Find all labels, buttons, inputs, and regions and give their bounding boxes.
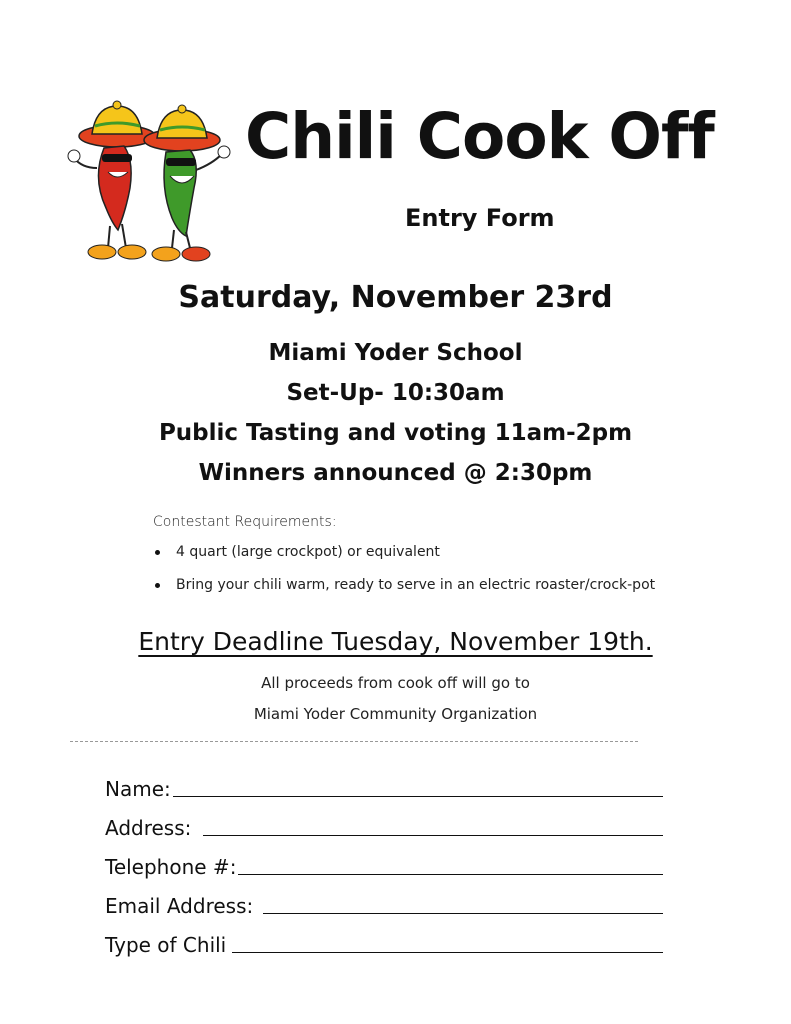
email-label: Email Address: (105, 894, 254, 918)
entry-deadline (0, 627, 791, 656)
green-pepper-sombrero (144, 105, 220, 151)
chili-peppers-mascot-image (62, 98, 240, 270)
bullet-icon (155, 550, 160, 555)
proceeds-note-line-1: All proceeds from cook off will go to (261, 674, 530, 692)
requirements-list (153, 544, 655, 610)
requirement-text: Bring your chili warm, ready to serve in an electric roaster/crock-pot (176, 577, 656, 593)
page-title: Chili Cook Off (245, 100, 714, 173)
green-pepper (152, 146, 230, 261)
event-tasting-time: Public Tasting and voting 11am-2pm (158, 420, 633, 446)
page-subtitle: Entry Form (405, 204, 555, 232)
proceeds-note-line-2: Miami Yoder Community Organization (253, 705, 538, 723)
name-blank-line[interactable] (173, 796, 663, 797)
email-blank-line[interactable] (263, 913, 663, 914)
requirement-text: 4 quart (large crockpot) or equivalent (176, 544, 440, 560)
telephone-field[interactable] (105, 846, 663, 878)
requirements-heading: Contestant Requirements: (153, 514, 337, 530)
requirement-item (153, 577, 655, 610)
address-label: Address: (105, 816, 192, 840)
name-field[interactable] (105, 768, 663, 800)
telephone-blank-line[interactable] (238, 874, 663, 875)
cut-line-divider (70, 741, 638, 742)
event-date: Saturday, November 23rd (178, 280, 613, 315)
address-blank-line[interactable] (203, 835, 663, 836)
address-field[interactable] (105, 807, 663, 839)
red-pepper (68, 146, 146, 259)
email-field[interactable] (105, 885, 663, 917)
chili-type-label: Type of Chili (105, 933, 227, 957)
chili-type-field[interactable] (105, 924, 663, 956)
bullet-icon (155, 583, 160, 588)
event-winners-time: Winners announced @ 2:30pm (198, 460, 593, 486)
requirement-item (153, 544, 655, 577)
event-setup-time: Set-Up- 10:30am (286, 380, 505, 406)
chili-type-blank-line[interactable] (232, 952, 663, 953)
telephone-label: Telephone #: (105, 855, 237, 879)
entry-deadline-text: Entry Deadline Tuesday, November 19th. (138, 627, 653, 656)
event-location: Miami Yoder School (268, 340, 523, 366)
name-label: Name: (105, 777, 171, 801)
